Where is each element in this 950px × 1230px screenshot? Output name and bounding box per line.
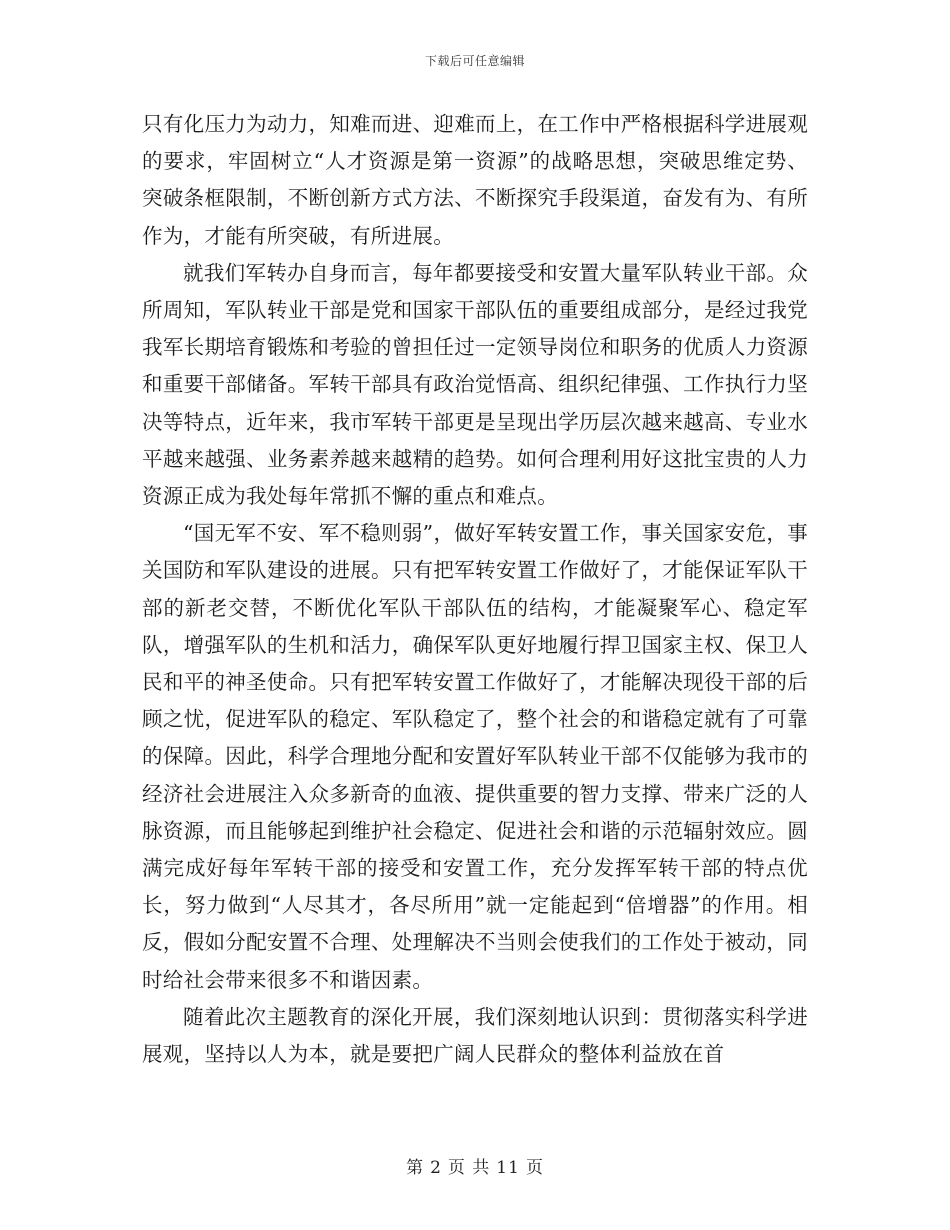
- page-header: 下载后可任意编辑: [424, 54, 525, 68]
- footer-prefix: 第: [406, 1158, 425, 1178]
- paragraph-3: “国无军不安、军不稳则弱”，做好军转安置工作，事关国家安危，事关国防和军队建设的进展。只有把军转安置工作做好了，才能保证军队干部的新老交替，不断优化军队干部队伍的结构，才能凝聚军心、稳定军队，增强军队的生机和活力，确保军队更好地履行捍卫国家主权、保卫人民和平的神圣使命。只有把军转安置工作做好了，才能解决现役干部的后顾之忧，促进军队的稳定、军队稳定了，整个社会的和谐稳定就有了可靠的保障。因此，科学合理地分配和安置好军队转业干部不仅能够为我市的经济社会进展注入众多新奇的血液、提供重要的智力支撑、带来广泛的人脉资源，而且能够起到维护社会稳定、促进社会和谐的示范辐射效应。圆满完成好每年军转干部的接受和安置工作，充分发挥军转干部的特点优长，努力做到“人尽其才，各尽所用”就一定能起到“倍增器”的作用。相反，假如分配安置不合理、处理解决不当则会使我们的工作处于被动，同时给社会带来很多不和谐因素。: [142, 521, 808, 992]
- paragraph-1: 只有化压力为动力，知难而进、迎难而上，在工作中严格根据科学进展观的要求，牢固树立“人才资源是第一资源”的战略思想，突破思维定势、突破条框限制，不断创新方式方法、不断探究手段渠道，奋发有为、有所作为，才能有所突破，有所进展。: [142, 112, 808, 248]
- page-footer: [0, 1153, 950, 1178]
- footer-page-number: 2: [430, 1158, 442, 1178]
- footer-total-pages: 11: [496, 1158, 520, 1178]
- footer-middle: 页 共: [447, 1158, 491, 1178]
- paragraph-2: 就我们军转办自身而言，每年都要接受和安置大量军队转业干部。众所周知，军队转业干部是党和国家干部队伍的重要组成部分，是经过我党我军长期培育锻炼和考验的曾担任过一定领导岗位和职务的优质人力资源和重要干部储备。军转干部具有政治觉悟高、组织纪律强、工作执行力坚决等特点，近年来，我市军转干部更是呈现出学历层次越来越高、专业水平越来越强、业务素养越来越精的趋势。如何合理利用好这批宝贵的人力资源正成为我处每年常抓不懈的重点和难点。: [142, 260, 808, 509]
- document-body: [142, 106, 808, 1073]
- paragraph-4: 随着此次主题教育的深化开展，我们深刻地认识到：贯彻落实科学进展观，坚持以人为本，就是要把广阔人民群众的整体利益放在首: [142, 1004, 808, 1067]
- footer-suffix: 页: [525, 1158, 544, 1178]
